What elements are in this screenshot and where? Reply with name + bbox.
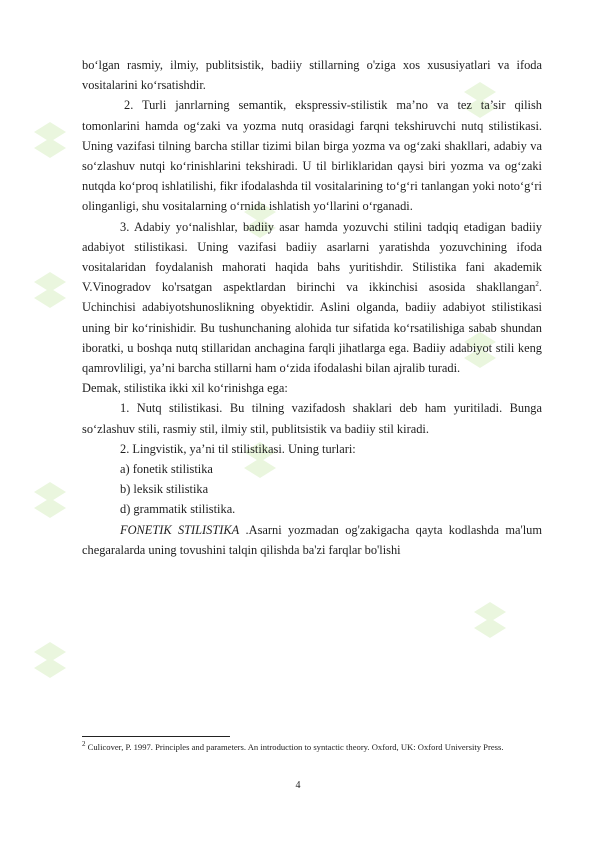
watermark-logo-icon <box>470 600 510 640</box>
footnote-marker: 2 <box>82 740 86 749</box>
watermark-logo-icon <box>30 640 70 680</box>
watermark-logo-icon <box>30 480 70 520</box>
paragraph-list-item-2: 2. Lingvistik, ya’ni til stilistikasi. Uning turlari: <box>120 441 356 456</box>
paragraph-fonetik-stilistika <box>82 520 542 560</box>
paragraph-text: 3. Adabiy yo‘nalishlar, badiiy asar hamda yozuvchi stilini tadqiq etadigan badiiy adabiyot stilistikasi. Uning vazifasi badiiy asarlarni yaratishda yozuvchining ifoda vositalaridan foydalanish mahorati haqida bahs yuritishdir. Stilistika fani akademik V.Vinogradov ko'rsatgan aspektlardan birinchi va ikkinchisi asosida shakllangan <box>82 219 542 295</box>
body-text <box>82 55 542 560</box>
paragraph-intro: bo‘lgan rasmiy, ilmiy, publitsistik, badiiy stillarning o'ziga xos xususiyatlari va ifoda vositalarini ko‘rsatishdir. <box>82 58 542 93</box>
list-item-leksik: b) leksik stilistika <box>120 482 209 497</box>
paragraph-text: .Asarni yozmadan og'zakigacha qayta kodlashda ma'lum chegaralarda uning tovushini talqin qilishda ba'zi farqlar bo'lishi <box>82 522 542 557</box>
footnote-reference[interactable]: 2 <box>535 280 539 289</box>
paragraph-text: . Uchinchisi adabiyotshunoslikning obyektidir. Aslini olganda, badiiy adabiyot stilistikasi uning bir ko‘rinishidir. Bu tushunchaning alohida tur sifatida ko‘rsatilishiga sabab shundan iboratki, u boshqa nutq stillaridan anchagina farqli jihatlarga ega. Badiiy adabiyot stili keng qamrovliligi, ya’ni barcha stillarni ham o‘zida ifodalashi bilan ajralib turadi. <box>82 280 542 376</box>
paragraph-badiiy-stilistika <box>82 217 542 379</box>
watermark-logo-icon <box>30 270 70 310</box>
section-heading-italic: FONETIK STILISTIKA <box>120 522 240 537</box>
paragraph-nutq-stilistikasi: 2. Turli janrlarning semantik, ekspressiv-stilistik ma’no va tez ta’sir qilish tomonlarini hamda og‘zaki va yozma nutq orasidagi farqni tekshiruvchi nutq stilistikasi. Uning vazifasi tilning barcha stillar tizimi bilan birga yozma va og‘zaki shakllari, adabiy va so‘zlashuv nutqi ko‘rinishlarini tekshiradi. U til birliklaridan qaysi biri yozma va og‘zaki nutqda ko‘proq ishlatilishi, fikr ifodalashda til vositalarining to‘g‘ri tanlangan yoki noto‘g‘ri olinganligi, shu vositalarning o‘rnida ishlatish yo‘llarini o‘rganadi. <box>82 98 542 214</box>
paragraph-demak: Demak, stilistika ikki xil ko‘rinishga ega: <box>82 381 288 396</box>
footnote-text: Culicover, P. 1997. Principles and parameters. An introduction to syntactic theory. Oxford, UK: Oxford University Press. <box>85 742 504 752</box>
list-item-grammatik: d) grammatik stilistika. <box>120 502 236 517</box>
footnote-divider <box>82 736 230 737</box>
paragraph-list-item-1: 1. Nutq stilistikasi. Bu tilning vazifadosh shaklari deb ham yuritiladi. Bunga so‘zlashuv stili, rasmiy stil, ilmiy stil, publitsistik va badiiy stil kiradi. <box>82 401 542 436</box>
list-item-fonetik: a) fonetik stilistika <box>120 462 213 477</box>
watermark-logo-icon <box>30 120 70 160</box>
footnote <box>82 742 542 753</box>
page-number: 4 <box>295 780 301 791</box>
